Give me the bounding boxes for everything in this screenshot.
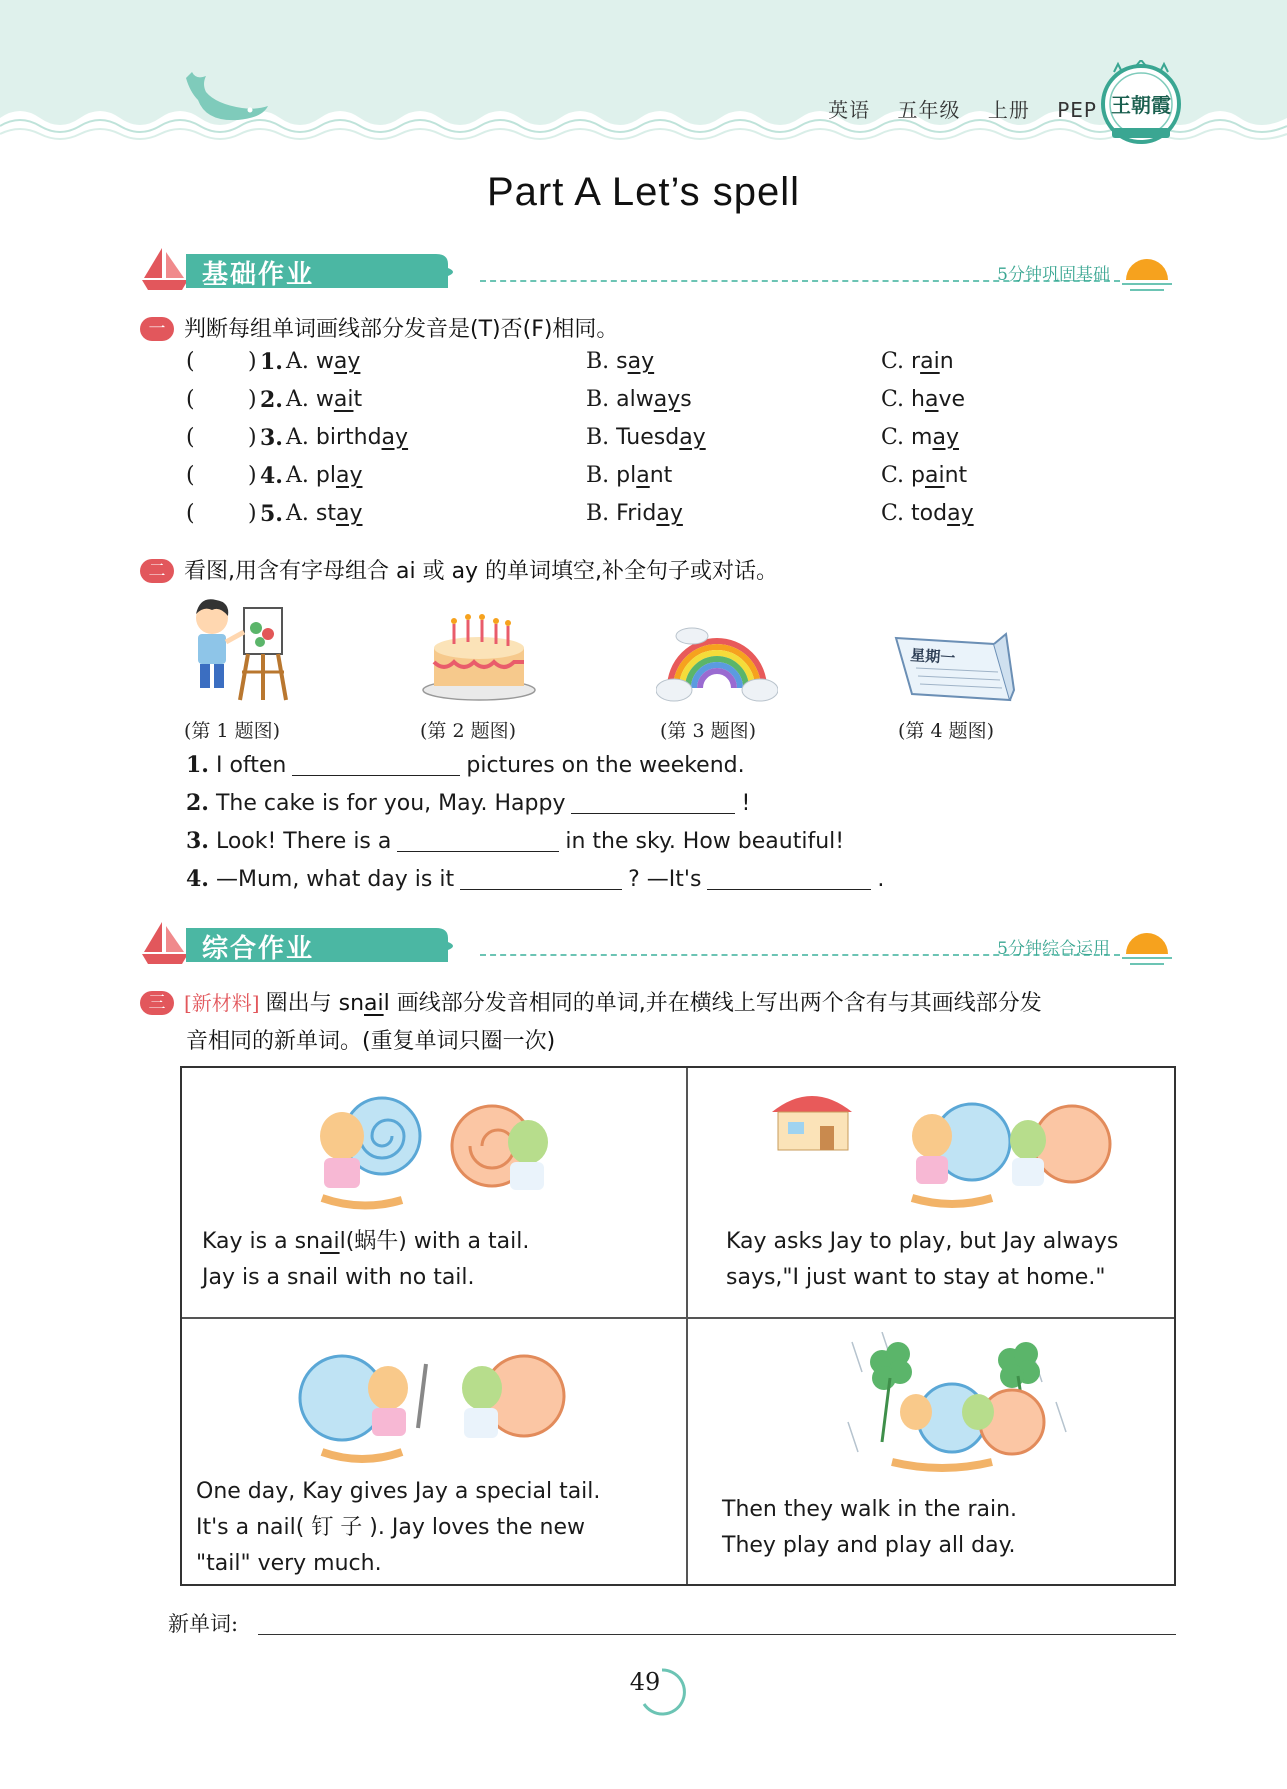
question-number-badge: 一: [140, 317, 174, 341]
snails-walk-in-rain-illustration: [842, 1332, 1072, 1482]
option-c: C. rain: [881, 349, 954, 374]
snails-gift-nail-illustration: [292, 1332, 572, 1472]
grade-label: 五年级: [897, 98, 961, 122]
answer-paren-close[interactable]: ): [248, 463, 257, 488]
answer-paren-open: (: [186, 463, 195, 488]
calendar-picture: [890, 630, 1016, 704]
edition-label: PEP: [1057, 98, 1097, 122]
row-number: 5.: [260, 501, 283, 527]
phonics-row: [186, 349, 1136, 383]
picture-caption: (第 4 题图): [898, 720, 994, 742]
option-a: A. play: [286, 463, 363, 488]
row-number: 3.: [260, 425, 283, 451]
answer-paren-close[interactable]: ): [248, 501, 257, 526]
birthday-cake-picture: [420, 612, 538, 704]
answer-paren-close[interactable]: ): [248, 387, 257, 412]
question-2-instruction: 看图,用含有字母组合 ai 或 ay 的单词填空,补全句子或对话。: [184, 559, 779, 584]
picture-caption: (第 1 题图): [184, 720, 280, 742]
banner-note: 5分钟巩固基础: [997, 265, 1110, 285]
phonics-row: [186, 501, 1136, 535]
option-c: C. paint: [881, 463, 968, 488]
row-number: 4.: [260, 463, 283, 489]
picture-caption: (第 2 题图): [420, 720, 516, 742]
answer-blank[interactable]: [460, 868, 622, 890]
option-b: B. Tuesday: [586, 425, 706, 450]
calendar-label: 星期一: [909, 646, 956, 668]
phonics-row: [186, 387, 1136, 421]
whale-icon: [176, 70, 276, 130]
section-banner-basic: [140, 246, 1176, 298]
answer-blank[interactable]: [397, 830, 559, 852]
option-c: C. may: [881, 425, 959, 450]
story-text-4: Then they walk in the rain. They play and play all day.: [722, 1497, 1018, 1558]
subject-label: 英语: [828, 98, 871, 122]
answer-paren-open: (: [186, 501, 195, 526]
page-title: Part A Let’s spell: [487, 170, 800, 214]
banner-note: 5分钟综合运用: [997, 939, 1110, 959]
row-number: 1.: [260, 349, 283, 375]
option-a: A. way: [286, 349, 361, 374]
picture-caption: (第 3 题图): [660, 720, 756, 742]
option-b: B. plant: [586, 463, 673, 488]
sunrise-icon: [1118, 248, 1176, 294]
option-c: C. today: [881, 501, 974, 526]
fill-sentence: 2. The cake is for you, May. Happy !: [186, 790, 751, 816]
question-3-instruction: 圈出与 sn: [265, 991, 365, 1016]
answer-paren-close[interactable]: ): [248, 425, 257, 450]
story-grid: [180, 1066, 1176, 1586]
logo-text: 王朝霞: [1111, 93, 1171, 117]
new-word-answer-line[interactable]: [258, 1634, 1176, 1635]
new-word-label: 新单词:: [168, 1612, 239, 1636]
fill-sentence: 3. Look! There is a in the sky. How beautiful!: [186, 828, 845, 854]
banner-title: 基础作业: [202, 260, 315, 290]
option-b: B. Friday: [586, 501, 683, 526]
sailboat-icon: [140, 246, 190, 292]
answer-blank[interactable]: [292, 754, 460, 776]
row-number: 2.: [260, 387, 283, 413]
option-a: A. wait: [286, 387, 363, 412]
snails-invite-play-illustration: [772, 1080, 1112, 1220]
grid-divider: [686, 1068, 688, 1584]
grid-divider: [182, 1317, 1174, 1319]
boy-painting-picture: [186, 592, 296, 704]
question-number-badge: 三: [140, 991, 174, 1015]
question-3-instruction-line2: 音相同的新单词。(重复单词只圈一次): [186, 1029, 556, 1054]
phonics-row: [186, 463, 1136, 497]
option-b: B. always: [586, 387, 692, 412]
answer-blank[interactable]: [707, 868, 871, 890]
option-a: A. stay: [286, 501, 363, 526]
option-a: A. birthday: [286, 425, 409, 450]
new-material-tag: [新材料]: [184, 991, 260, 1015]
story-text-1: Kay is a snail(蜗牛) with a tail. Jay is a snail with no tail.: [202, 1229, 530, 1290]
banner-title: 综合作业: [202, 934, 315, 964]
page-number: 49: [629, 1668, 661, 1696]
question-2-heading: [140, 554, 778, 585]
snails-kay-jay-illustration: [302, 1080, 552, 1220]
sunrise-icon: [1118, 922, 1176, 968]
question-3-heading: 三 [新材料] 圈出与 snail 画线部分发音相同的单词,并在横线上写出两个含有与其画线部分发: [140, 986, 1042, 1017]
brand-logo: [1098, 60, 1184, 146]
answer-paren-close[interactable]: ): [248, 349, 257, 374]
question-number-badge: 二: [140, 559, 174, 583]
question-1-instruction: 判断每组单词画线部分发音是(T)否(F)相同。: [184, 317, 619, 342]
story-text-3: One day, Kay gives Jay a special tail. It's a nail( 钉 子 ). Jay loves the new "tail" very much.: [196, 1479, 601, 1576]
option-c: C. have: [881, 387, 966, 412]
fill-sentence: 1. I often pictures on the weekend.: [186, 752, 745, 778]
answer-blank[interactable]: [571, 792, 735, 814]
volume-label: 上册: [987, 98, 1030, 122]
story-text-2: Kay asks Jay to play, but Jay always says,"I just want to stay at home.": [726, 1229, 1119, 1290]
answer-paren-open: (: [186, 349, 195, 374]
phonics-row: [186, 425, 1136, 459]
question-1-heading: [140, 312, 618, 343]
answer-paren-open: (: [186, 425, 195, 450]
fill-sentence: 4. —Mum, what day is it ? —It's .: [186, 866, 885, 892]
answer-paren-open: (: [186, 387, 195, 412]
option-b: B. say: [586, 349, 655, 374]
sailboat-icon: [140, 920, 190, 966]
book-info: [808, 94, 1097, 123]
page-header: [0, 0, 1287, 150]
section-banner-comprehensive: [140, 920, 1176, 972]
